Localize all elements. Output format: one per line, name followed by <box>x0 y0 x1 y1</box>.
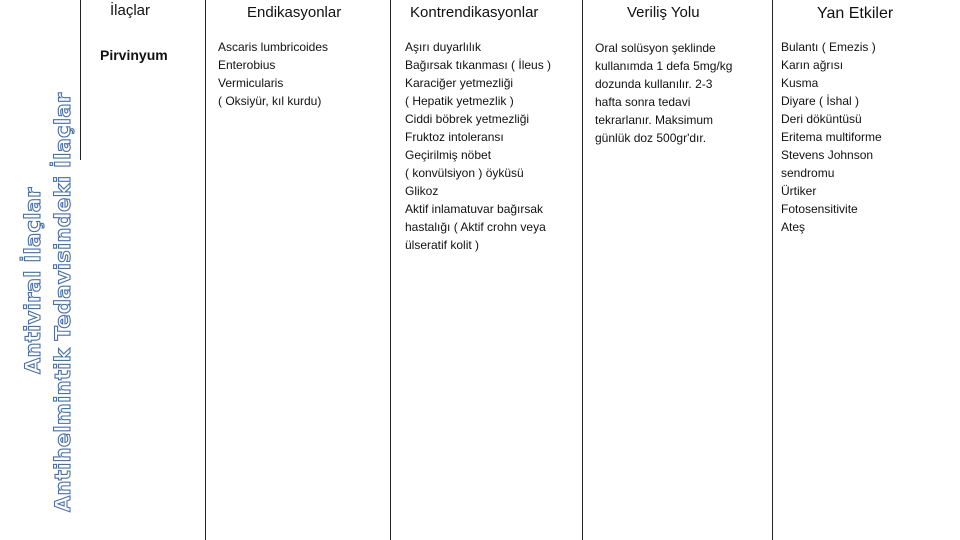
drug-name: Pirvinyum <box>100 47 168 63</box>
route-cell: Oral solüsyon şeklinde kullanımda 1 defa 5mg/kg dozunda kullanılır. 2-3 hafta sonra tedavi tekrarlanır. Maksimum günlük doz 500gr'dır. <box>595 41 733 145</box>
header-side-effects: Yan Etkiler <box>817 5 894 22</box>
header-indications: Endikasyonlar <box>247 4 342 21</box>
section-title <box>0 0 80 540</box>
section-title-graphic <box>0 0 80 540</box>
column-divider <box>205 0 206 540</box>
section-title-line-1: Antiviral İlaçlar <box>21 187 45 374</box>
header-drugs: İlaçlar <box>110 2 151 19</box>
header-route: Veriliş Yolu <box>627 4 700 21</box>
contraindications-cell: Aşırı duyarlılık Bağırsak tıkanması ( İleus ) Karaciğer yetmezliği ( Hepatik yetmezlik ) Ciddi böbrek yetmezliği Fruktoz intoleransı Geçirilmiş nöbet ( konvülsiyon ) öyküsü Glikoz Aktif inlamatuvar bağırsak hastalığı ( Aktif crohn veya ülseratif kolit ) <box>405 40 552 252</box>
column-divider <box>582 0 583 540</box>
column-divider <box>772 0 773 540</box>
section-title-line-2: Antihelmintik Tedavisindeki İlaçlar <box>51 92 75 512</box>
column-divider <box>80 0 81 160</box>
indications-cell: Ascaris lumbricoides Enterobius Vermicularis ( Oksiyür, kıl kurdu) <box>218 40 329 108</box>
side-effects-cell: Bulantı ( Emezis ) Karın ağrısı Kusma Diyare ( İshal ) Deri döküntüsü Eritema multiforme Stevens Johnson sendromu Ürtiker Fotosensitivite Ateş <box>781 40 882 234</box>
header-contraindications: Kontrendikasyonlar <box>410 4 539 21</box>
column-divider <box>390 0 391 540</box>
